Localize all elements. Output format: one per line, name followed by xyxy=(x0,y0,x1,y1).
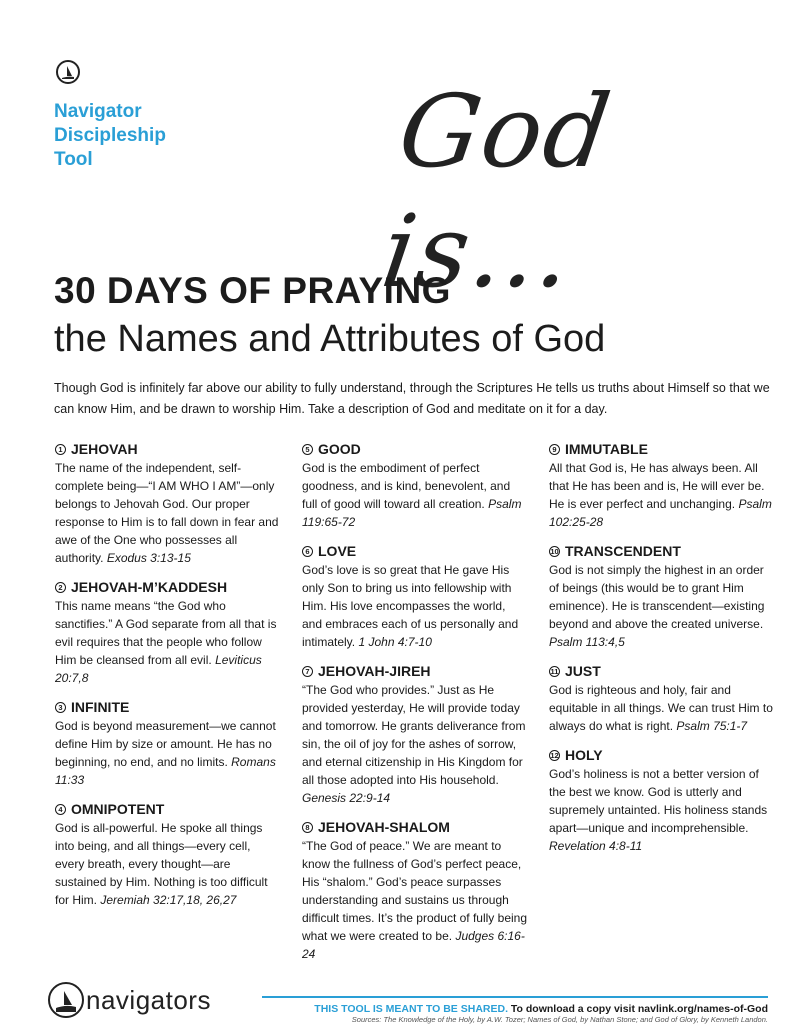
attribute-entry xyxy=(549,662,774,735)
number-badge: 2 xyxy=(55,582,66,593)
attribute-entry xyxy=(302,818,527,963)
navigators-logo-icon xyxy=(56,60,80,84)
number-badge: 7 xyxy=(302,666,313,677)
scripture-ref: Judges 6:16-24 xyxy=(302,929,525,961)
attribute-entry xyxy=(55,578,280,687)
navigators-logo-icon xyxy=(48,982,84,1018)
number-badge: 8 xyxy=(302,822,313,833)
scripture-ref: Leviticus 20:7,8 xyxy=(55,653,262,685)
attribute-entry xyxy=(302,662,527,807)
attribute-entry xyxy=(302,440,527,531)
download-link[interactable]: To download a copy visit navlink.org/names-of-God xyxy=(510,1003,768,1015)
script-title: God is… xyxy=(375,73,619,310)
scripture-ref: Exodus 3:13-15 xyxy=(106,551,191,565)
column-2 xyxy=(302,440,527,974)
attribute-body: God is righteous and holy, fair and equitable in all things. We can trust Him to always do what is right. xyxy=(549,683,773,733)
attribute-entry xyxy=(55,800,280,909)
number-badge: 5 xyxy=(302,444,313,455)
attribute-title: JEHOVAH-SHALOM xyxy=(318,819,450,835)
sources-note: Sources: The Knowledge of the Holy, by A.W. Tozer; Names of God, by Nathan Stone; and God of Glory, by Kenneth Landon. xyxy=(351,1015,768,1024)
number-badge: 10 xyxy=(550,547,559,556)
attribute-title: TRANSCENDENT xyxy=(565,543,681,559)
column-3 xyxy=(549,440,774,866)
attribute-title: INFINITE xyxy=(71,699,130,715)
attribute-title: JUST xyxy=(565,663,601,679)
attribute-entry xyxy=(55,440,280,567)
brand-title xyxy=(54,100,254,172)
share-lead: THIS TOOL IS MEANT TO BE SHARED. xyxy=(314,1003,508,1015)
attribute-title: LOVE xyxy=(318,543,357,559)
scripture-ref: Romans 11:33 xyxy=(55,755,276,787)
number-badge: 3 xyxy=(55,702,66,713)
attribute-body: God is the embodiment of perfect goodness, and is kind, benevolent, and full of good will toward all creation. xyxy=(302,461,511,511)
number-badge: 4 xyxy=(55,804,66,815)
attribute-body: God is not simply the highest in an order of beings (this would be to grant Him eminence). He is transcendent—existing beyond and above the created universe. xyxy=(549,563,765,631)
attribute-title: GOOD xyxy=(318,441,361,457)
number-badge: 6 xyxy=(302,546,313,557)
attribute-body: “The God who provides.” Just as He provided yesterday, He will provide today and tomorrow. He grants deliverance from sin, the oil of joy for the ashes of sorrow, and eternal citizenship in His Kingdom for all those adopted into His household. xyxy=(302,683,526,787)
number-badge: 1 xyxy=(55,444,66,455)
attribute-body: This name means “the God who sanctifies.” A God separate from all that is evil requires that the people who follow Him be cleansed from all evil. xyxy=(55,599,277,667)
attribute-body: All that God is, He has always been. All that He has been and is, He will ever be. He is ever perfect and unchanging. xyxy=(549,461,765,511)
subheadline: the Names and Attributes of God xyxy=(54,318,606,360)
attribute-entry xyxy=(302,542,527,651)
scripture-ref: 1 John 4:7-10 xyxy=(358,635,432,649)
number-badge: 9 xyxy=(549,444,560,455)
number-badge: 12 xyxy=(550,751,559,760)
scripture-ref: Genesis 22:9-14 xyxy=(302,791,391,805)
scripture-ref: Psalm 75:1-7 xyxy=(676,719,748,733)
attribute-body: “The God of peace.” We are meant to know the fullness of God’s perfect peace, His “shalom.” God’s peace surpasses understanding and sustains us through difficult times. It’s the product of fully being what we were created to be. xyxy=(302,839,528,943)
brand-line: Tool xyxy=(54,149,93,170)
attribute-title: JEHOVAH-M’KADDESH xyxy=(71,579,228,595)
brand-line: Discipleship xyxy=(54,125,166,146)
attribute-title: JEHOVAH xyxy=(71,441,138,457)
attribute-body: The name of the independent, self-complete being—“I AM WHO I AM”—only belongs to Jehovah God. Our proper response to Him is to fall down in fear and awe of the One who possesses all authority. xyxy=(55,461,279,565)
attribute-body: God is beyond measurement—we cannot define Him by size or amount. He has no beginning, no end, and no limits. xyxy=(55,719,276,769)
share-note xyxy=(274,1002,768,1016)
attribute-title: HOLY xyxy=(565,747,603,763)
footer-divider xyxy=(262,996,768,998)
scripture-ref: Psalm 119:65-72 xyxy=(302,497,522,529)
column-1 xyxy=(55,440,280,920)
scripture-ref: Jeremiah 32:17,18, 26,27 xyxy=(100,893,237,907)
footer-logo xyxy=(48,982,211,1018)
scripture-ref: Psalm 102:25-28 xyxy=(549,497,772,529)
headline: 30 DAYS OF PRAYING xyxy=(54,270,451,311)
logo-wordmark: navigators xyxy=(86,984,211,1015)
attribute-entry xyxy=(549,440,774,531)
attribute-body: God’s holiness is not a better version of the best we know. God is utterly and supremely untainted. His holiness stands apart—unique and incomprehensible. xyxy=(549,767,768,835)
scripture-ref: Revelation 4:8-11 xyxy=(549,839,643,853)
attribute-entry xyxy=(549,542,774,651)
attribute-title: OMNIPOTENT xyxy=(71,801,165,817)
number-badge: 11 xyxy=(550,667,559,676)
attribute-title: IMMUTABLE xyxy=(565,441,648,457)
scripture-ref: Psalm 113:4,5 xyxy=(549,635,625,649)
intro-paragraph: Though God is infinitely far above our ability to fully understand, through the Scriptures He tells us truths about Himself so that we can know Him, and be drawn to worship Him. Take a description of God and meditate on it for a day. xyxy=(54,381,770,416)
attribute-title: JEHOVAH-JIREH xyxy=(318,663,431,679)
attribute-entry xyxy=(55,698,280,789)
brand-line: Navigator xyxy=(54,101,142,122)
attribute-body: God’s love is so great that He gave His only Son to bring us into fellowship with Him. His love encompasses the world, and embraces each of us personally and intimately. xyxy=(302,563,519,649)
attribute-entry xyxy=(549,746,774,855)
attribute-body: God is all-powerful. He spoke all things into being, and all things—every cell, every breath, every thought—are sustained by Him. Nothing is too difficult for Him. xyxy=(55,821,268,907)
